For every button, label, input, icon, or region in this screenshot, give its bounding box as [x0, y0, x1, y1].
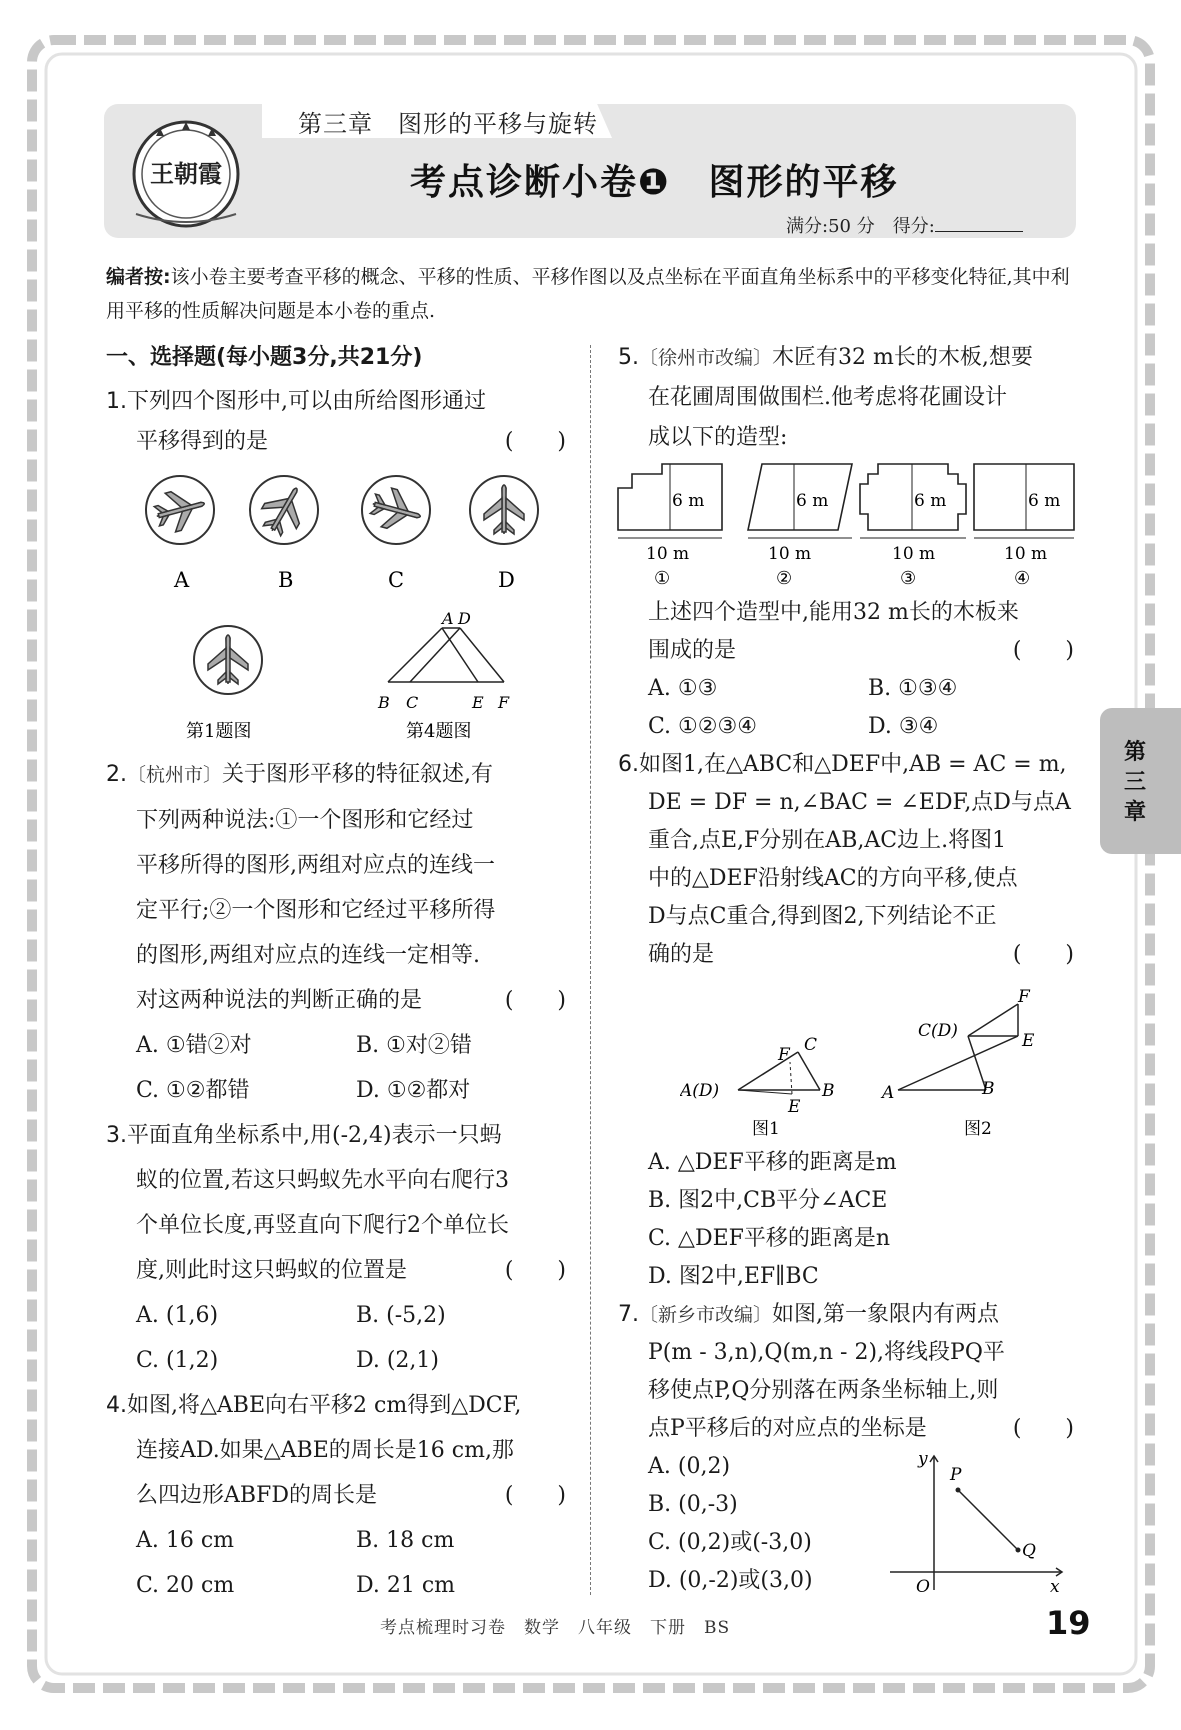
right-column	[618, 338, 1074, 458]
svg-text:6 m: 6 m	[796, 491, 829, 511]
svg-text:Q: Q	[1022, 1541, 1036, 1561]
q6-option-c: C. △DEF平移的距离是n	[648, 1226, 891, 1251]
q3-option-a: A. (1,6)	[136, 1303, 219, 1328]
q5-option-c: C. ①②③④	[648, 714, 757, 739]
q7-option-a: A. (0,2)	[648, 1454, 731, 1479]
svg-text:6 m: 6 m	[914, 491, 947, 511]
svg-text:F: F	[778, 1045, 790, 1065]
chapter-side-label: 第三章	[1123, 740, 1146, 825]
svg-text:F: F	[498, 693, 510, 712]
q6-option-b: B. 图2中,CB平分∠ACE	[648, 1188, 888, 1213]
q3-option-d: D. (2,1)	[356, 1348, 439, 1373]
question-5: 5.〔徐州市改编〕木匠有32 m长的木板,想要 在花圃周围做围栏.他考虑将花圃设计 成以下的造型:	[618, 345, 1033, 450]
left-column-lower	[106, 752, 566, 1608]
svg-text:王朝霞: 王朝霞	[150, 159, 222, 188]
plane-option-c	[362, 476, 430, 544]
column-divider	[590, 345, 591, 1595]
q2-option-b: B. ①对②错	[356, 1033, 472, 1058]
q7-figure	[880, 1450, 1080, 1600]
svg-text:A(D): A(D)	[680, 1081, 720, 1101]
q5-option-b: B. ①③④	[868, 676, 958, 701]
score-line: 满分:50 分 得分:	[786, 212, 1023, 238]
q4-option-b: B. 18 cm	[356, 1528, 455, 1553]
svg-text:④: ④	[1014, 568, 1031, 589]
svg-text:10 m: 10 m	[1004, 544, 1048, 564]
svg-text:10 m: 10 m	[892, 544, 936, 564]
svg-text:E: E	[788, 1097, 801, 1117]
svg-text:图2: 图2	[964, 1119, 992, 1136]
svg-text:③: ③	[900, 568, 917, 589]
q7-option-d: D. (0,-2)或(3,0)	[648, 1568, 813, 1593]
svg-text:C: C	[406, 693, 419, 712]
publisher-logo	[130, 118, 242, 230]
plane-option-b	[250, 476, 318, 544]
q4-option-c: C. 20 cm	[136, 1573, 235, 1598]
svg-text:F: F	[1018, 987, 1030, 1007]
question-6: 6.如图1,在△ABC和△DEF中,AB = AC = m, DE = DF = n,∠BAC = ∠EDF,点D与点A 重合,点E,F分别在AB,AC边上.将图1 中的△DEF沿射线AC的方向平移,使点 D与点C重合,得到图2,下列结论不正 确的是 ( )	[618, 752, 1074, 967]
svg-text:②: ②	[776, 568, 793, 589]
svg-text:B: B	[822, 1081, 835, 1101]
q2-option-c: C. ①②都错	[136, 1078, 250, 1103]
svg-text:D: D	[458, 609, 471, 628]
q7-option-b: B. (0,-3)	[648, 1492, 738, 1517]
svg-text:x: x	[1050, 1577, 1060, 1597]
svg-text:B: B	[982, 1079, 995, 1099]
svg-text:6 m: 6 m	[1028, 491, 1061, 511]
svg-text:P: P	[950, 1465, 962, 1485]
option-label-d: D	[498, 568, 515, 592]
q2-option-d: D. ①②都对	[356, 1078, 471, 1103]
editor-note	[106, 260, 1076, 328]
q5-option-a: A. ①③	[648, 676, 718, 701]
left-column	[106, 338, 566, 462]
plane-option-a	[146, 476, 214, 544]
option-label-c: C	[388, 568, 405, 592]
question-4: 4.如图,将△ABE向右平移2 cm得到△DCF, 连接AD.如果△ABE的周长是16 cm,那 么四边形ABFD的周长是 ( ) A. 16 cm B. 18 cm C. 20 cm D. 21 cm	[106, 1383, 566, 1608]
question-2: 2.〔杭州市〕关于图形平移的特征叙述,有 下列两种说法:①一个图形和它经过 平移所得的图形,两组对应点的连线一 定平行;②一个图形和它经过平移所得 的图形,两组对应点的连线一定相等. 对这两种说法的判断正确的是 ( ) A. ①错②对 B. ①对②错 C. ①②都错 D. ①②都对	[106, 752, 566, 1113]
svg-text:B: B	[378, 693, 390, 712]
q1-figures	[130, 470, 570, 740]
score-blank	[935, 217, 1023, 232]
svg-text:6 m: 6 m	[672, 491, 705, 511]
q4-option-d: D. 21 cm	[356, 1573, 456, 1598]
page-number: 19	[1046, 1604, 1091, 1642]
svg-text:A: A	[442, 609, 454, 628]
section-heading: 一、选择题(每小题3分,共21分)	[106, 345, 423, 370]
svg-text:C(D): C(D)	[918, 1021, 958, 1041]
q5-figures	[612, 458, 1082, 590]
svg-text:10 m: 10 m	[768, 544, 812, 564]
svg-text:y: y	[918, 1450, 928, 1469]
question-7: 7.〔新乡市改编〕如图,第一象限内有两点 P(m - 3,n),Q(m,n - 2),将线段PQ平 移使点P,Q分别落在两条坐标轴上,则 点P平移后的对应点的坐标是 ( ) A. (0,2) B. (0,-3) C. (0,2)或(-3,0) D. (0,-2)或(3,0)	[618, 1296, 1074, 1600]
paper-title: 考点诊断小卷❶ 图形的平移	[410, 162, 899, 203]
option-label-b: B	[278, 568, 294, 592]
shape-3	[860, 464, 966, 530]
q2-option-a: A. ①错②对	[136, 1033, 252, 1058]
chapter-title: 第三章 图形的平移与旋转	[298, 110, 598, 138]
q7-option-c: C. (0,2)或(-3,0)	[648, 1530, 812, 1555]
q5-option-d: D. ③④	[868, 714, 939, 739]
q6-option-d: D. 图2中,EF∥BC	[648, 1264, 819, 1289]
svg-text:10 m: 10 m	[646, 544, 690, 564]
option-label-a: A	[174, 568, 190, 592]
fig4-caption: 第4题图	[406, 721, 472, 740]
question-1: 1.下列四个图形中,可以由所给图形通过 平移得到的是 ( )	[106, 389, 566, 454]
editor-note-text: 该小卷主要考查平移的概念、平移的性质、平移作图以及点坐标在平面直角坐标系中的平移变化特征,其中利用平移的性质解决问题是本小卷的重点.	[106, 266, 1070, 322]
svg-text:①: ①	[654, 568, 671, 589]
footer-text: 考点梳理时习卷 数学 八年级 下册 BS	[380, 1618, 731, 1638]
fig4-diagram	[388, 628, 504, 682]
q4-option-a: A. 16 cm	[136, 1528, 235, 1553]
svg-text:E: E	[1022, 1031, 1035, 1051]
plane-option-d	[470, 476, 538, 544]
question-3: 3.平面直角坐标系中,用(-2,4)表示一只蚂 蚁的位置,若这只蚂蚁先水平向右爬行3 个单位长度,再竖直向下爬行2个单位长 度,则此时这只蚂蚁的位置是 ( ) A. (1,6) B. (-5,2) C. (1,2) D. (2,1)	[106, 1113, 566, 1383]
svg-text:O: O	[916, 1577, 930, 1597]
q6-figures	[680, 986, 1080, 1136]
q6-option-a: A. △DEF平移的距离是m	[648, 1150, 897, 1175]
fig1-caption: 第1题图	[186, 721, 252, 740]
right-column-q5-end: 上述四个造型中,能用32 m长的木板来 围成的是 ( ) A. ①③ B. ①③④ C. ①②③④ D. ③④ 6.如图1,在△ABC和△DEF中,AB = AC = m, DE = DF = n,∠BAC = ∠EDF,点D与点A 重合,点E,F分别在AB,AC边上.将图1 中的△DEF沿射线AC的方向平移,使点 D与点C重合,得到图2,下列结论不正 确的是 ( )	[618, 594, 1074, 974]
q3-option-b: B. (-5,2)	[356, 1303, 446, 1328]
svg-text:E: E	[472, 693, 484, 712]
svg-text:C: C	[804, 1035, 818, 1055]
svg-text:A: A	[882, 1083, 895, 1103]
plane-given	[194, 626, 262, 694]
q3-option-c: C. (1,2)	[136, 1348, 219, 1373]
q6-fig2	[898, 1004, 1018, 1090]
editor-note-label: 编者按:	[106, 266, 171, 288]
svg-text:图1: 图1	[752, 1119, 780, 1136]
